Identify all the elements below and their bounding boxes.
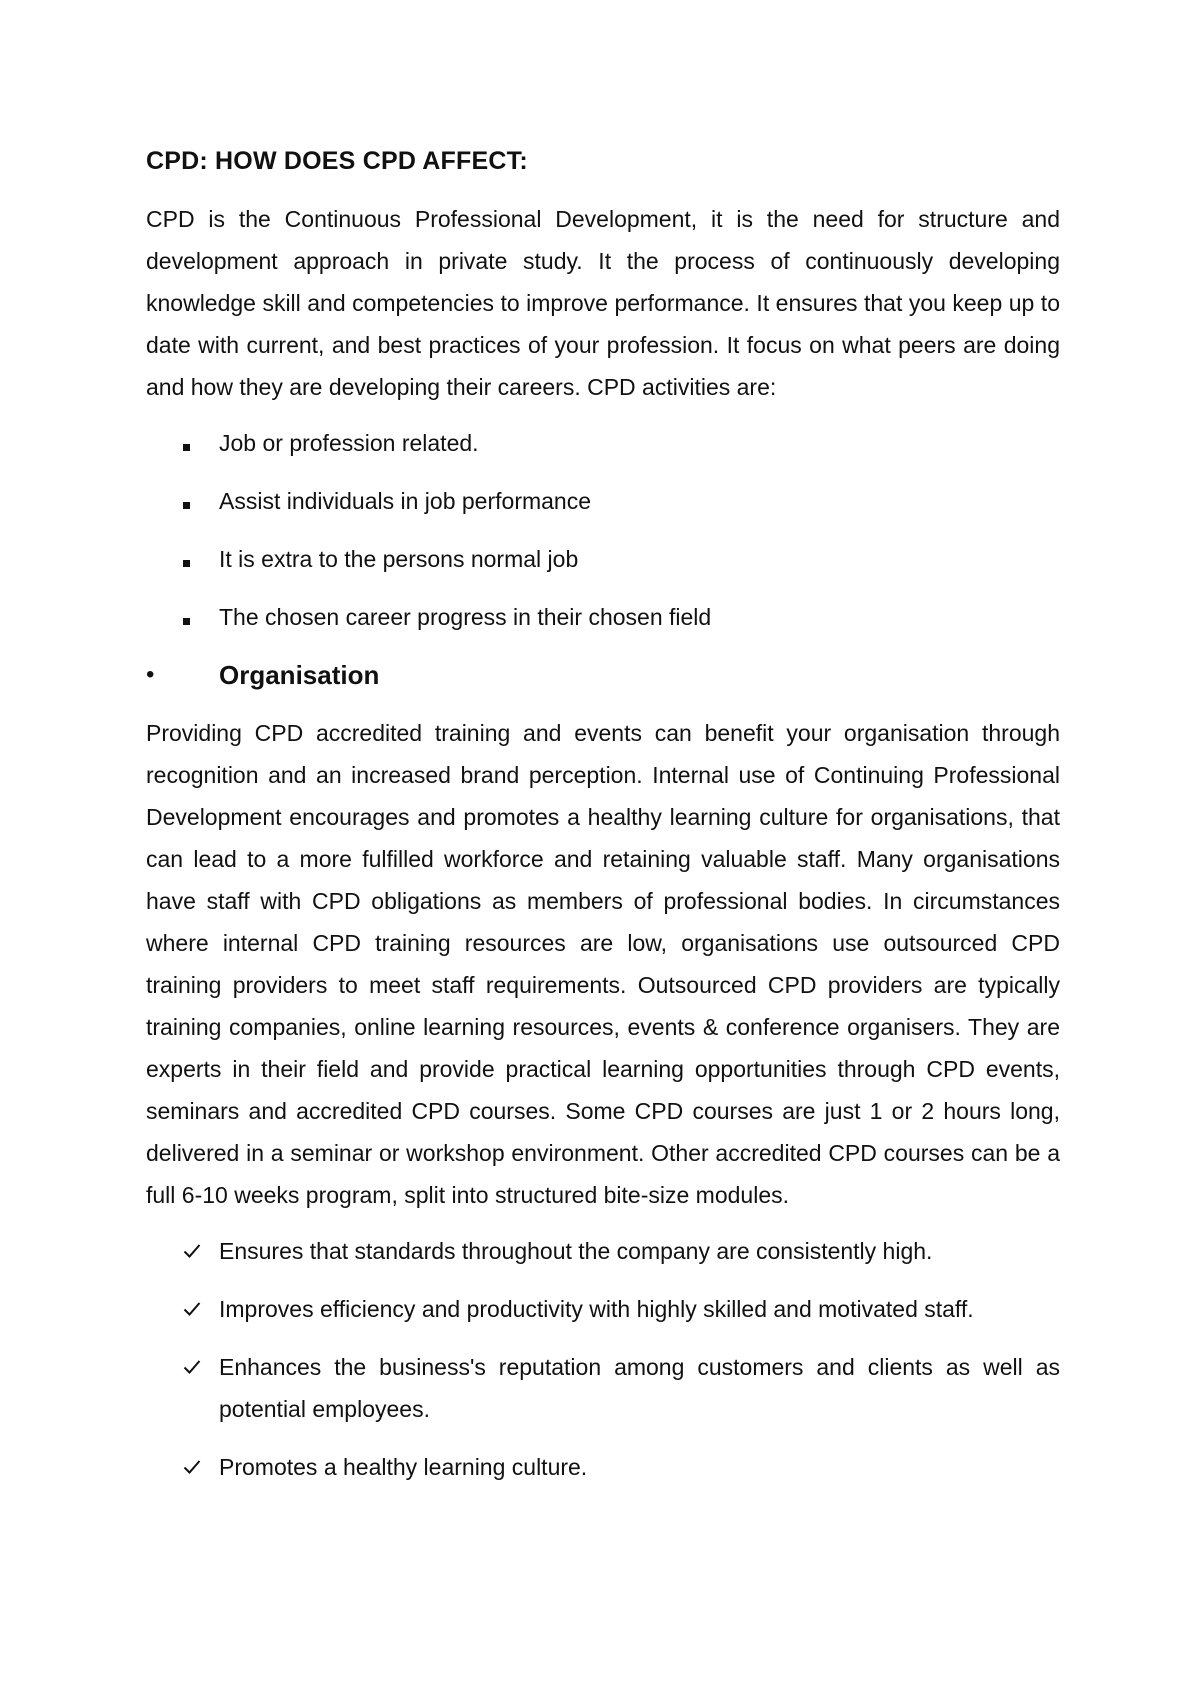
list-item (146, 1446, 1060, 1488)
benefits-list (146, 1230, 1060, 1488)
list-item-text: The chosen career progress in their chosen field (219, 604, 712, 630)
list-item-text: It is extra to the persons normal job (219, 546, 579, 572)
document-content (146, 140, 1060, 1504)
activities-list (146, 422, 1060, 638)
list-item-text: Improves efficiency and productivity with highly skilled and motivated staff. (219, 1296, 974, 1322)
list-item (146, 1288, 1060, 1330)
list-item-text: Ensures that standards throughout the company are consistently high. (219, 1238, 933, 1264)
list-item-text: Assist individuals in job performance (219, 488, 592, 514)
list-item (146, 480, 1060, 522)
list-item (146, 596, 1060, 638)
section-bullet: • (146, 661, 155, 688)
list-item (146, 1346, 1060, 1430)
document-title: CPD: HOW DOES CPD AFFECT: (146, 147, 528, 175)
square-bullet-icon (183, 538, 203, 580)
list-item-text: Promotes a healthy learning culture. (219, 1454, 588, 1480)
list-item-text: Job or profession related. (219, 430, 479, 456)
section-heading-text: Organisation (219, 660, 380, 690)
checkmark-icon (183, 1346, 203, 1388)
square-bullet-icon (183, 596, 203, 638)
list-item (146, 1230, 1060, 1272)
square-bullet-icon (183, 480, 203, 522)
checkmark-icon (183, 1446, 203, 1488)
intro-paragraph: CPD is the Continuous Professional Development, it is the need for structure and development approach in private study. It the process of continuously developing knowledge skill and competencies to improve performance. It ensures that you keep up to date with current, and best practices of your profession. It focus on what peers are doing and how they are developing their careers. CPD activities are: (146, 206, 1060, 400)
checkmark-icon (183, 1230, 203, 1272)
list-item (146, 538, 1060, 580)
list-item-text: Enhances the business's reputation among customers and clients as well as potential employees. (219, 1354, 1060, 1422)
section-heading (146, 654, 1060, 696)
checkmark-icon (183, 1288, 203, 1330)
organisation-paragraph: Providing CPD accredited training and events can benefit your organisation through recognition and an increased brand perception. Internal use of Continuing Professional Development encourages and promotes a healthy learning culture for organisations, that can lead to a more fulfilled workforce and retaining valuable staff. Many organisations have staff with CPD obligations as members of professional bodies. In circumstances where internal CPD training resources are low, organisations use outsourced CPD training providers to meet staff requirements. Outsourced CPD providers are typically training companies, online learning resources, events & conference organisers. They are experts in their field and provide practical learning opportunities through CPD events, seminars and accredited CPD courses. Some CPD courses are just 1 or 2 hours long, delivered in a seminar or workshop environment. Other accredited CPD courses can be a full 6-10 weeks program, split into structured bite-size modules. (146, 720, 1060, 1208)
square-bullet-icon (183, 422, 203, 464)
list-item (146, 422, 1060, 464)
